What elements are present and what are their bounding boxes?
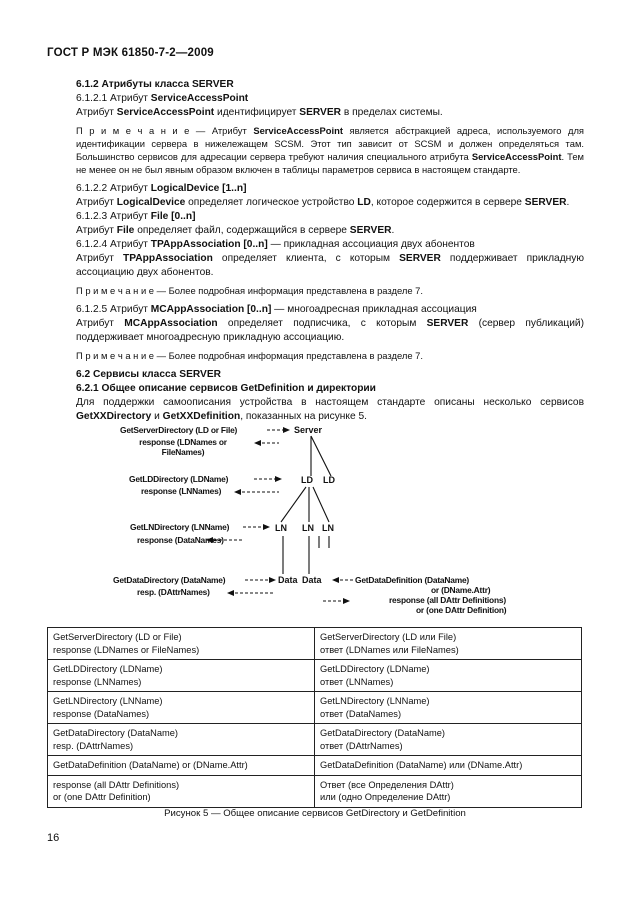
arrowhead-right [275, 476, 282, 482]
table-row [48, 724, 582, 756]
arrowhead-right [263, 524, 270, 530]
attr-logicaldevice-heading: 6.1.2.2 Атрибут LogicalDevice [1..n] [76, 183, 247, 194]
table-cell-en: GetDataDefinition (DataName) or (DName.Attr) [48, 756, 315, 776]
ln-node: LN [302, 523, 314, 533]
get-server-directory-response-b: FileNames) [161, 447, 205, 457]
attr-serviceaccesspoint-desc: Атрибут ServiceAccessPoint идентифицирует SERVER в пределах системы. [76, 107, 443, 118]
note-tpappassociation: П р и м е ч а н и е — Более подробная информация представлена в разделе 7. [76, 285, 423, 296]
data-node: Data [278, 575, 298, 585]
arrowhead-left [332, 577, 339, 583]
note-serviceaccesspoint: П р и м е ч а н и е — Атрибут ServiceAccessPoint является абстракцией адреса, используемого для идентификации сервера в нижележащем SCSM. Этот тип зависит от SCSM и должен определяться там. Большинство сервисов для адресации сервера требуют наличия специального атрибута ServiceAccessPoint. Тем не менее он не был явным образом включен в таблицы параметров сервиса в настоящем стандарте. [76, 125, 584, 175]
attr-tpappassociation-desc: Атрибут TPAppAssociation определяет клиента, с которым SERVER поддерживает прикладную ассоциацию двух абонентов. [76, 253, 584, 278]
document-body [47, 78, 584, 424]
attr-file-heading: 6.1.2.3 Атрибут File [0..n] [76, 211, 196, 222]
attr-serviceaccesspoint-heading: 6.1.2.1 Атрибут ServiceAccessPoint [76, 93, 249, 104]
table-row [48, 775, 582, 807]
arrowhead-left [234, 489, 241, 495]
table-row [48, 756, 582, 776]
table-cell-en: response (all DAttr Definitions) or (one DAttr Definition) [48, 775, 315, 807]
arrowhead-left [227, 590, 234, 596]
ld-node: LD [323, 475, 335, 485]
data-node: Data [302, 575, 322, 585]
attr-file-desc: Атрибут File определяет файл, содержащийся в сервере SERVER. [76, 225, 395, 236]
get-server-directory-response-a: response (LDNames or [139, 437, 227, 447]
attr-mcappassociation-desc: Атрибут MCAppAssociation определяет подписчика, с которым SERVER (сервер публикаций) поддерживает многоадресную прикладную ассоциацию. [76, 318, 585, 343]
table-row [48, 692, 582, 724]
arrowhead-right [343, 598, 350, 604]
ld-node: LD [301, 475, 313, 485]
service-tree-diagram [47, 420, 584, 618]
tree-line [281, 487, 306, 522]
note-mcappassociation: П р и м е ч а н и е — Более подробная информация представлена в разделе 7. [76, 350, 423, 361]
section-6-2-1-intro: Для поддержки самоописания устройства в настоящем стандарте описаны несколько сервисов GetXXDirectory и GetXXDefinition, показанных на рисунке 5. [76, 397, 584, 422]
get-ld-directory-label: GetLDDirectory (LDName) [129, 474, 229, 484]
get-server-directory-label: GetServerDirectory (LD or File) [120, 425, 238, 435]
get-data-directory-label: GetDataDirectory (DataName) [113, 575, 226, 585]
table-cell-ru: Ответ (все Определения DAttr) или (одно Определение DAttr) [315, 775, 582, 807]
get-data-definition-response-alt: or (one DAttr Definition) [416, 605, 507, 615]
section-6-2-title: 6.2 Сервисы класса SERVER [76, 369, 221, 380]
get-data-definition-response: response (all DAttr Definitions) [389, 595, 506, 605]
attr-logicaldevice-desc: Атрибут LogicalDevice определяет логическое устройство LD, которое содержится в сервере SERVER. [76, 197, 570, 208]
table-cell-en: GetLNDirectory (LNName) response (DataNames) [48, 692, 315, 724]
attr-mcappassociation-heading: 6.1.2.5 Атрибут MCAppAssociation [0..n] — многоадресная прикладная ассоциация [76, 304, 477, 315]
diagram-connectors [47, 420, 584, 618]
section-6-1-2-title: 6.1.2 Атрибуты класса SERVER [76, 79, 234, 90]
table-cell-ru: GetServerDirectory (LD или File) ответ (LDNames или FileNames) [315, 628, 582, 660]
table-cell-en: GetLDDirectory (LDName) response (LNNames) [48, 660, 315, 692]
get-data-directory-response: resp. (DAttrNames) [137, 587, 210, 597]
figure-caption: Рисунок 5 — Общее описание сервисов GetDirectory и GetDefinition [164, 808, 466, 819]
get-ln-directory-label: GetLNDirectory (LNName) [130, 522, 230, 532]
get-ld-directory-response: response (LNNames) [141, 486, 222, 496]
table-cell-ru: GetLNDirectory (LNName) ответ (DataNames) [315, 692, 582, 724]
ln-node: LN [322, 523, 334, 533]
tree-line [313, 487, 329, 522]
arrowhead-right [269, 577, 276, 583]
get-data-definition-label: GetDataDefinition (DataName) [355, 575, 469, 585]
server-node: Server [294, 425, 323, 435]
document-header: ГОСТ Р МЭК 61850-7-2—2009 [47, 47, 214, 59]
section-6-2-1-title: 6.2.1 Общее описание сервисов GetDefinition и директории [76, 383, 376, 394]
table-cell-ru: GetDataDirectory (DataName) ответ (DAttrNames) [315, 724, 582, 756]
get-ln-directory-response: response (DataNames) [137, 535, 224, 545]
arrowhead-left [254, 440, 261, 446]
translation-table [47, 627, 582, 808]
table-cell-en: GetDataDirectory (DataName) resp. (DAttrNames) [48, 724, 315, 756]
get-data-definition-alt: or (DName.Attr) [431, 585, 491, 595]
table-cell-ru: GetDataDefinition (DataName) или (DName.Attr) [315, 756, 582, 776]
table-row [48, 628, 582, 660]
table-cell-ru: GetLDDirectory (LDName) ответ (LNNames) [315, 660, 582, 692]
arrowhead-right [283, 427, 290, 433]
page-number: 16 [47, 832, 60, 844]
ln-node: LN [275, 523, 287, 533]
table-row [48, 660, 582, 692]
attr-tpappassociation-heading: 6.1.2.4 Атрибут TPAppAssociation [0..n] — прикладная ассоциация двух абонентов [76, 239, 475, 250]
table-cell-en: GetServerDirectory (LD or File) response (LDNames or FileNames) [48, 628, 315, 660]
tree-line [311, 436, 331, 476]
